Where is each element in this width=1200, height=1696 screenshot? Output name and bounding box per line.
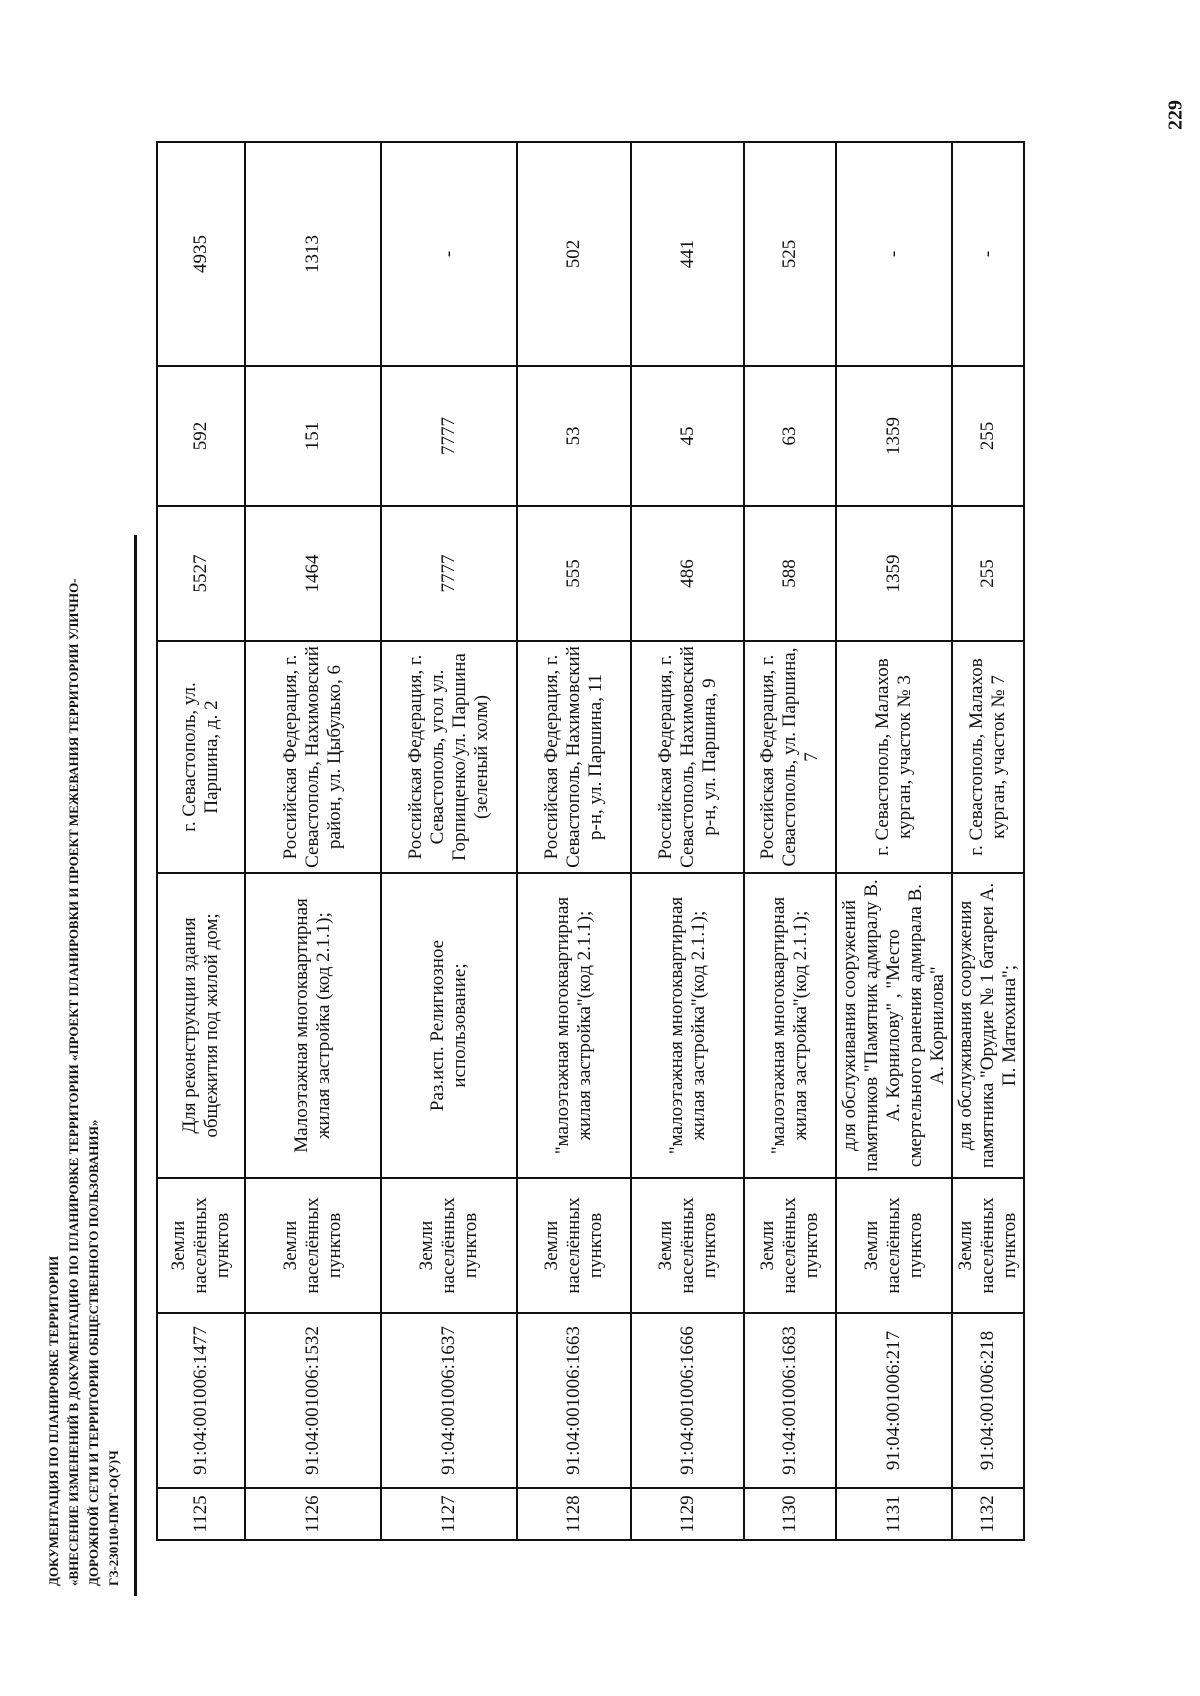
header-divider [134,535,137,1596]
area-document: 588 [744,506,836,641]
row-number: 1126 [245,1488,381,1540]
area-difference: 4935 [157,142,245,366]
land-category: Земли населённых пунктов [952,1178,1024,1313]
row-number: 1127 [381,1488,517,1540]
land-category: Земли населённых пунктов [631,1178,744,1313]
permitted-use: для обслуживания сооружения памятника "Орудие № 1 батареи А. П. Матюхина"; [952,873,1024,1178]
table-row [245,142,381,1540]
area-difference: 525 [744,142,836,366]
area-difference: 441 [631,142,744,366]
area-document: 255 [952,506,1024,641]
header-line: ГЗ-230110-ПМТ-О(У)Ч [106,1450,121,1586]
row-number: 1132 [952,1488,1024,1540]
cadastral-number: 91:04:001006:218 [952,1313,1024,1488]
land-category: Земли населённых пунктов [245,1178,381,1313]
permitted-use: "малоэтажная многоквартирная жилая застройка"(код 2.1.1); [631,873,744,1178]
area-document: 486 [631,506,744,641]
address: Российская Федерация, г. Севастополь, ул. Паршина, 7 [744,641,836,873]
address: Российская Федерация, г. Севастополь, угол ул. Горпищенко/ул. Паршина (зеленый холм) [381,641,517,873]
cadastral-number: 91:04:001006:1663 [517,1313,631,1488]
permitted-use: "малоэтажная многоквартирная жилая застройка"(код 2.1.1); [744,873,836,1178]
table-row [517,142,631,1540]
permitted-use: "малоэтажная многоквартирная жилая застройка"(код 2.1.1); [517,873,631,1178]
address: г. Севастополь, Малахов курган, участок № 3 [836,641,952,873]
permitted-use: Для реконструкции здания общежития под жилой дом; [157,873,245,1178]
area-calculated: 151 [245,366,381,506]
cadastral-number: 91:04:001006:1532 [245,1313,381,1488]
cadastral-number: 91:04:001006:217 [836,1313,952,1488]
cadastral-number: 91:04:001006:1666 [631,1313,744,1488]
table-row [631,142,744,1540]
address: Российская Федерация, г. Севастополь, Нахимовский район, ул. Цыбулько, 6 [245,641,381,873]
row-number: 1131 [836,1488,952,1540]
land-category: Земли населённых пунктов [744,1178,836,1313]
area-document: 1359 [836,506,952,641]
area-calculated: 7777 [381,366,517,506]
header-line: «ВНЕСЕНИЕ ИЗМЕНЕНИЙ В ДОКУМЕНТАЦИЮ ПО ПЛАНИРОВКЕ ТЕРРИТОРИИ «ПРОЕКТ ПЛАНИРОВКИ И ПРОЕКТ МЕЖЕВАНИЯ ТЕРРИТОРИИ УЛИЧНО- [66,578,81,1586]
cadastral-number: 91:04:001006:1683 [744,1313,836,1488]
cadastral-number: 91:04:001006:1477 [157,1313,245,1488]
table-row [952,142,1024,1540]
area-document: 7777 [381,506,517,641]
area-calculated: 45 [631,366,744,506]
address: г. Севастополь, ул. Паршина, д. 2 [157,641,245,873]
cadastral-number: 91:04:001006:1637 [381,1313,517,1488]
area-document: 555 [517,506,631,641]
address: Российская Федерация, г. Севастополь, Нахимовский р-н, ул. Паршина, 9 [631,641,744,873]
land-category: Земли населённых пунктов [381,1178,517,1313]
land-category: Земли населённых пунктов [157,1178,245,1313]
area-difference: - [381,142,517,366]
area-difference: 502 [517,142,631,366]
area-calculated: 592 [157,366,245,506]
row-number: 1125 [157,1488,245,1540]
area-calculated: 63 [744,366,836,506]
area-calculated: 53 [517,366,631,506]
table-row [836,142,952,1540]
table-row [157,142,245,1540]
area-calculated: 1359 [836,366,952,506]
permitted-use: Малоэтажная многоквартирная жилая застройка (код 2.1.1); [245,873,381,1178]
land-category: Земли населённых пунктов [836,1178,952,1313]
area-document: 1464 [245,506,381,641]
area-difference: 1313 [245,142,381,366]
area-calculated: 255 [952,366,1024,506]
permitted-use: для обслуживания сооружений памятников "Памятник адмиралу В. А. Корнилову" , "Место смертельного ранения адмирала В. А. Корнилова" [836,873,952,1178]
header-line: ДОКУМЕНТАЦИЯ ПО ПЛАНИРОВКЕ ТЕРРИТОРИИ [46,1255,61,1586]
area-difference: - [952,142,1024,366]
address: г. Севастополь, Малахов курган, участок № 7 [952,641,1024,873]
area-difference: - [836,142,952,366]
permitted-use: Раз.исп. Религиозное использование; [381,873,517,1178]
table-row [744,142,836,1540]
document-header [44,386,124,1586]
land-category: Земли населённых пунктов [517,1178,631,1313]
area-document: 5527 [157,506,245,641]
table-row [381,142,517,1540]
page-number: 229 [1164,100,1187,130]
land-plot-register-table [156,141,1025,1541]
row-number: 1129 [631,1488,744,1540]
row-number: 1130 [744,1488,836,1540]
row-number: 1128 [517,1488,631,1540]
address: Российская Федерация, г. Севастополь, Нахимовский р-н, ул. Паршина, 11 [517,641,631,873]
header-line: ДОРОЖНОЙ СЕТИ И ТЕРРИТОРИИ ОБЩЕСТВЕННОГО ПОЛЬЗОВАНИЯ» [86,1119,101,1586]
